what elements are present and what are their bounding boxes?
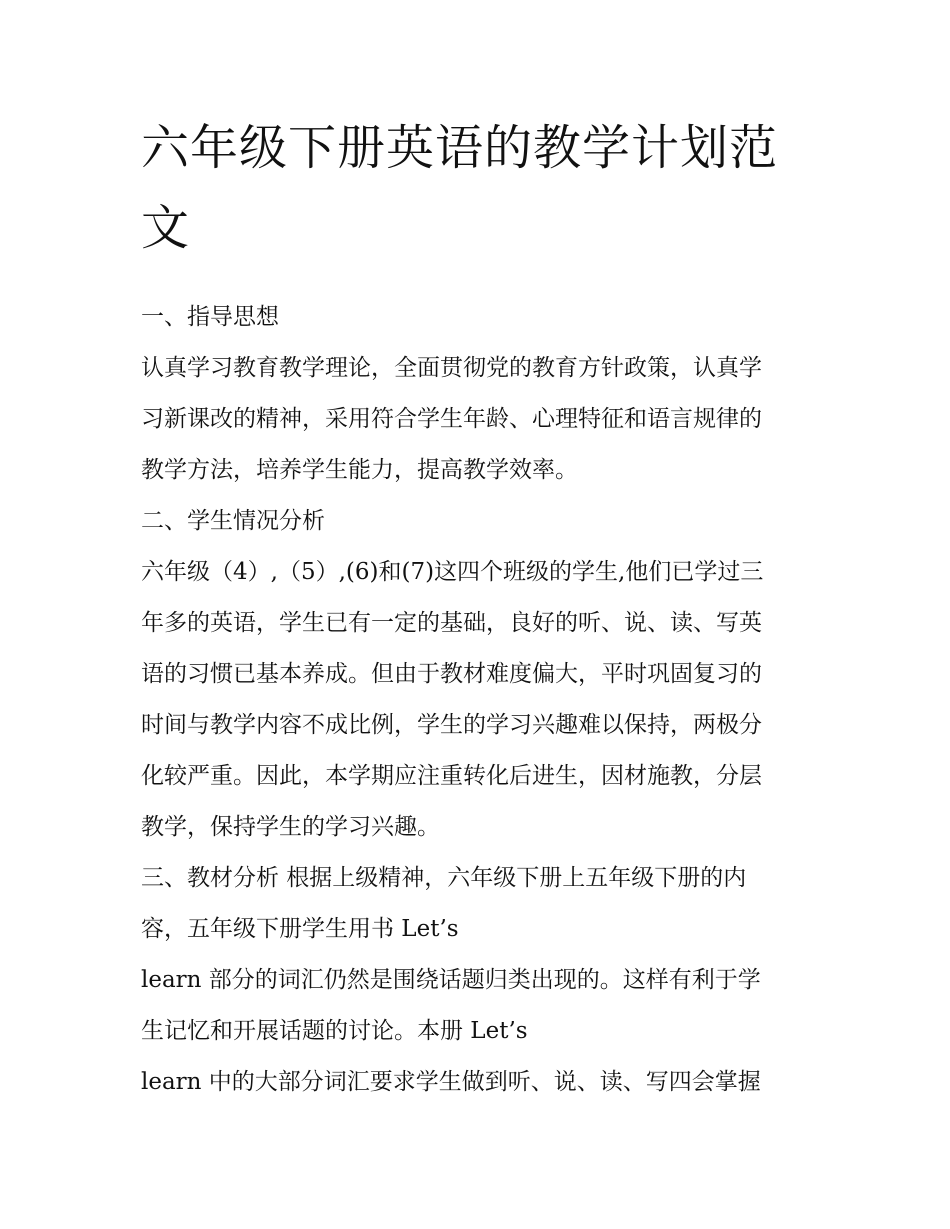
document-title (141, 108, 816, 268)
text-line: 容，五年级下册学生用书 Let’s (141, 916, 459, 942)
text-line: 生记忆和开展话题的讨论。本册 Let’s (141, 1018, 528, 1044)
text-line: 年多的英语，学生已有一定的基础，良好的听、说、读、写英 (141, 610, 762, 636)
section-heading-guiding-thought: 一、指导思想 (141, 304, 279, 330)
text-line: 语的习惯已基本养成。但由于教材难度偏大，平时巩固复习的 (141, 661, 762, 687)
section-heading-textbook-analysis: 三、教材分析 根据上级精神，六年级下册上五年级下册的内 (141, 865, 747, 891)
text-line: 时间与教学内容不成比例，学生的学习兴趣难以保持，两极分 (141, 712, 762, 738)
text-line: 认真学习教育教学理论，全面贯彻党的教育方针政策，认真学 (141, 355, 762, 381)
text-line: 化较严重。因此，本学期应注重转化后进生，因材施教，分层 (141, 763, 762, 789)
title-line-1: 六年级下册英语的教学计划范 (141, 120, 779, 176)
section-heading-student-analysis: 二、学生情况分析 (141, 508, 325, 534)
text-line: learn 中的大部分词汇要求学生做到听、说、读、写四会掌握 (141, 1069, 761, 1095)
document-page (141, 108, 816, 1108)
text-line: 六年级（4）,（5）,(6)和(7)这四个班级的学生,他们已学过三 (141, 559, 764, 585)
title-line-2: 文 (141, 200, 191, 256)
text-line: 习新课改的精神，采用符合学生年龄、心理特征和语言规律的 (141, 406, 762, 432)
document-body (141, 292, 816, 1108)
text-line: 教学方法，培养学生能力，提高教学效率。 (141, 457, 578, 483)
text-line: 教学，保持学生的学习兴趣。 (141, 814, 440, 840)
text-line: learn 部分的词汇仍然是围绕话题归类出现的。这样有利于学 (141, 967, 761, 993)
